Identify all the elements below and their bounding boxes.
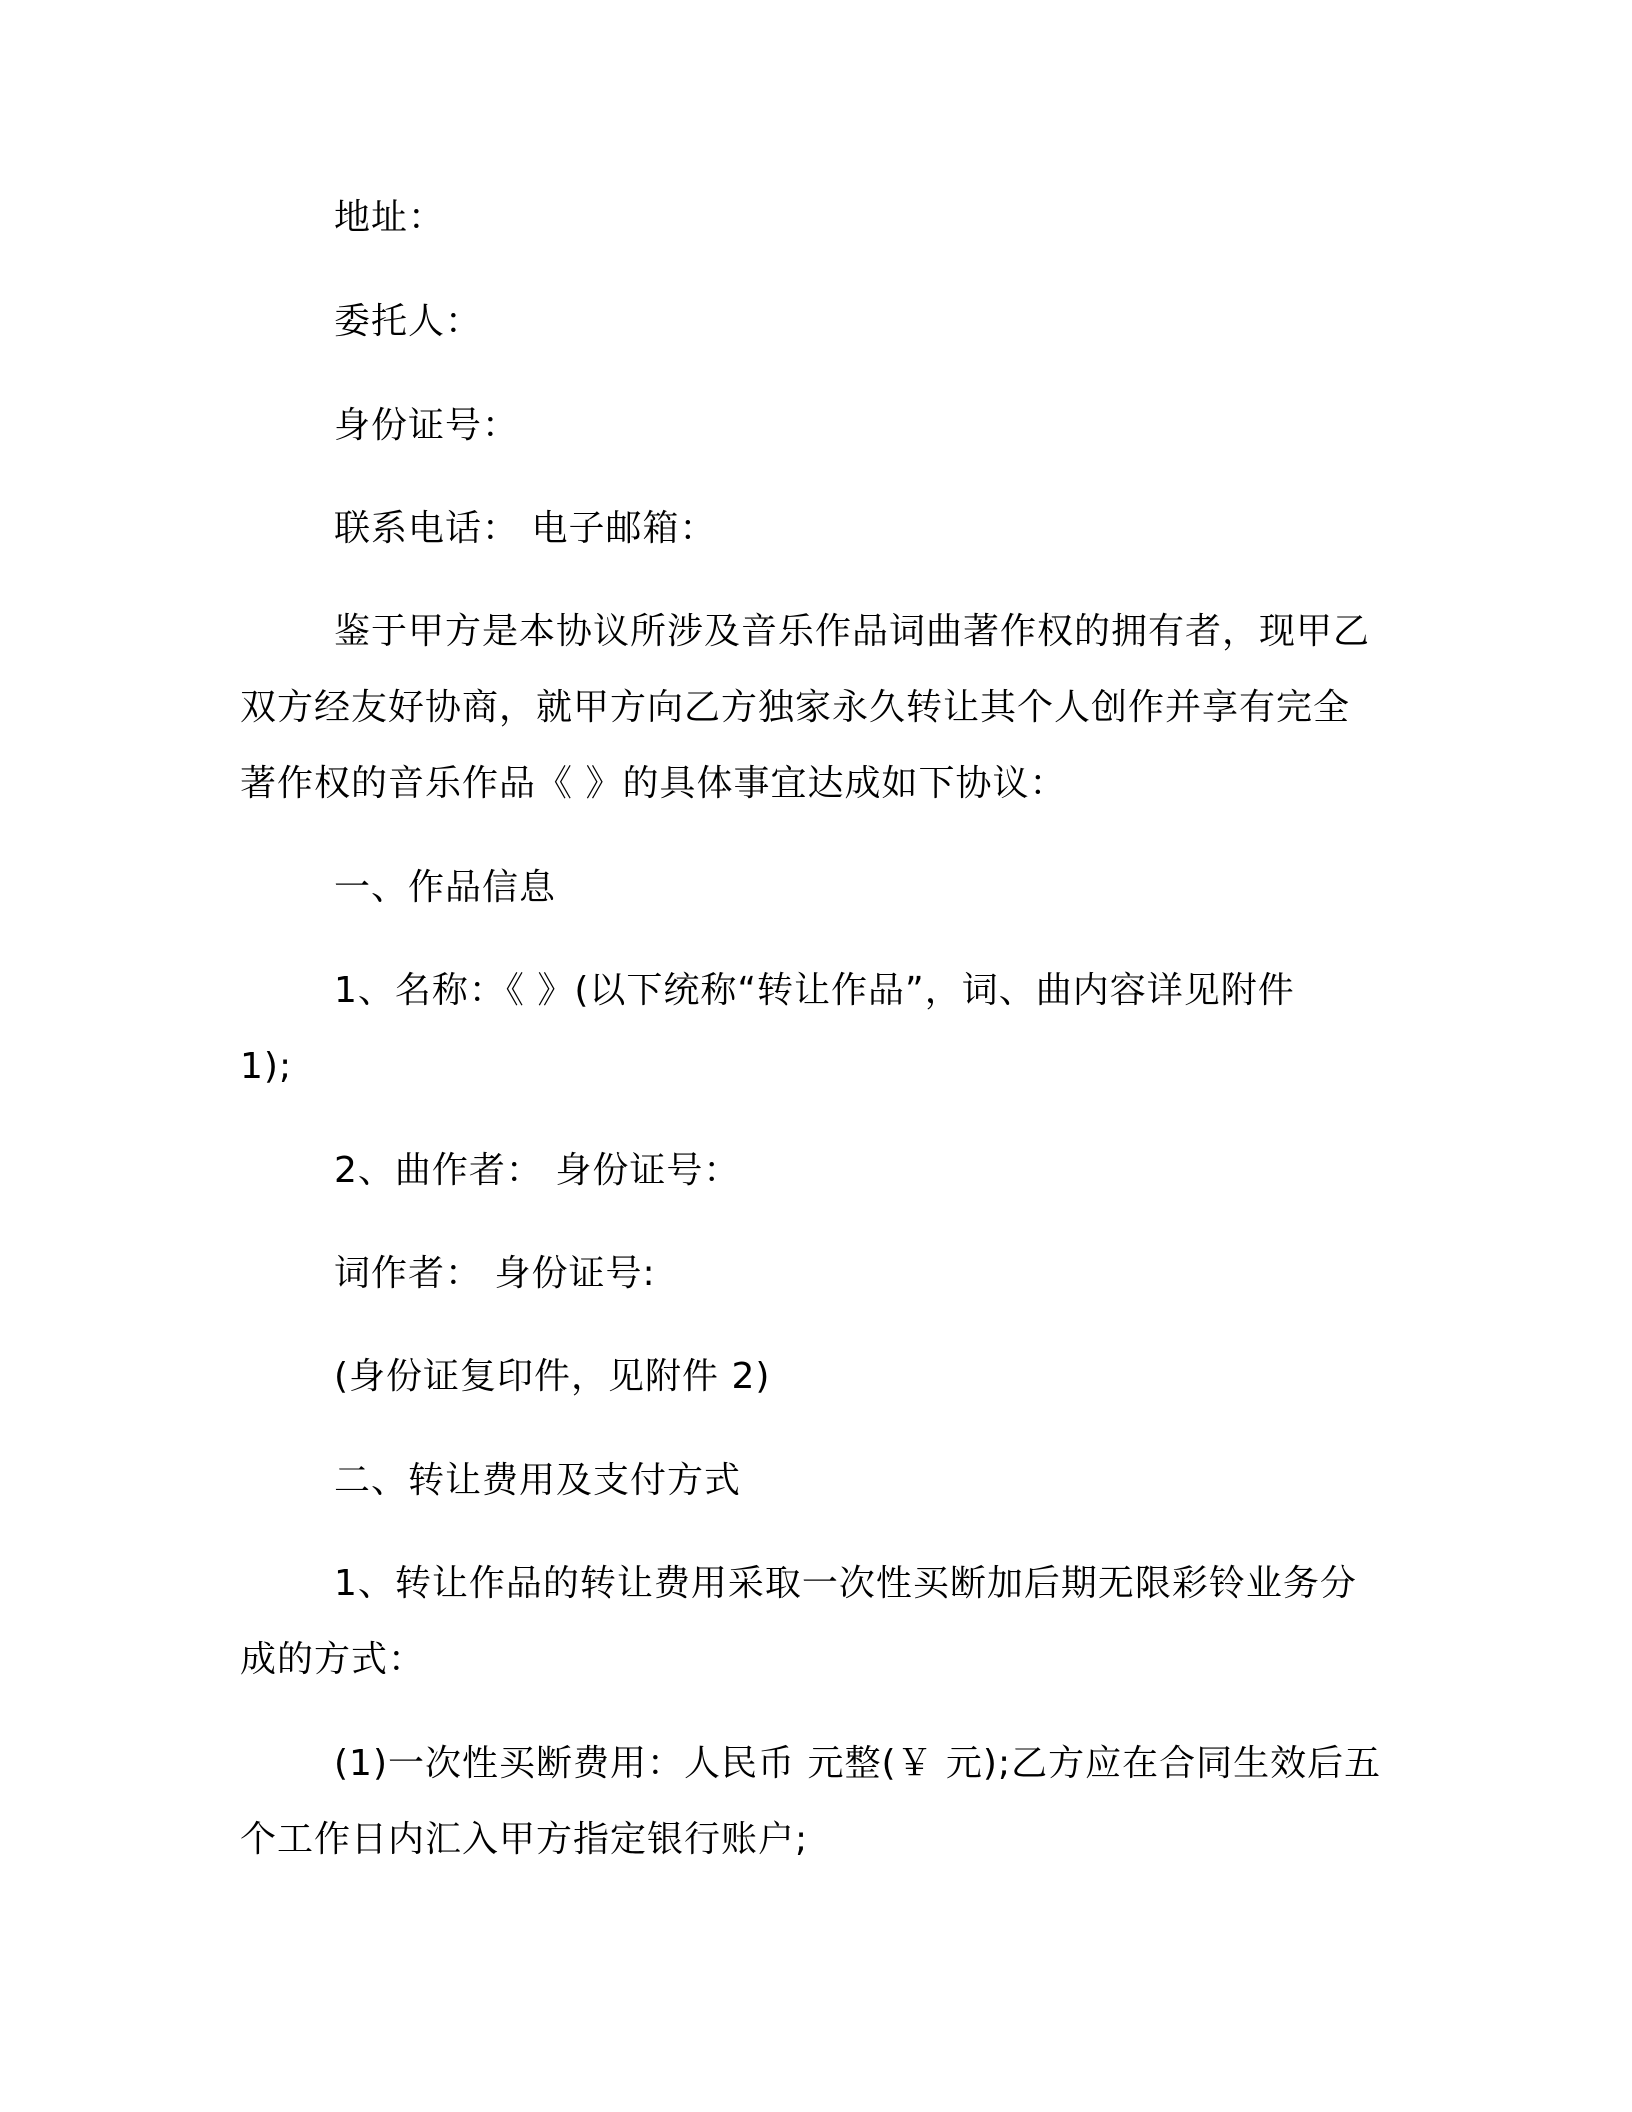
clause-1-1-line-2: 1); bbox=[240, 1046, 293, 1087]
id-copy-note: (身份证复印件，见附件 2) bbox=[334, 1356, 771, 1397]
preamble-line-1: 鉴于甲方是本协议所涉及音乐作品词曲著作权的拥有者，现甲乙 bbox=[334, 611, 1371, 652]
clause-1-2-lyricist: 词作者： 身份证号: bbox=[334, 1253, 656, 1294]
clause-2-1-line-2: 成的方式： bbox=[240, 1639, 426, 1680]
clause-1-1-line-1: 1、名称：《 》(以下统称“转让作品”，词、曲内容详见附件 bbox=[334, 970, 1295, 1011]
principal-line: 委托人： bbox=[334, 301, 483, 342]
id-number-line: 身份证号： bbox=[334, 405, 520, 446]
preamble-line-3: 著作权的音乐作品《 》的具体事宜达成如下协议： bbox=[240, 763, 1067, 804]
contact-line: 联系电话： 电子邮箱： bbox=[334, 508, 717, 549]
preamble-line-2: 双方经友好协商，就甲方向乙方独家永久转让其个人创作并享有完全 bbox=[240, 687, 1351, 728]
clause-2-1-1-line-1: (1)一次性买断费用：人民币 元整(￥ 元);乙方应在合同生效后五 bbox=[334, 1743, 1382, 1784]
section-heading-2: 二、转让费用及支付方式 bbox=[334, 1460, 742, 1501]
clause-2-1-1-line-2: 个工作日内汇入甲方指定银行账户; bbox=[240, 1819, 809, 1860]
section-heading-1: 一、作品信息 bbox=[334, 867, 557, 908]
address-line: 地址： bbox=[334, 197, 446, 238]
clause-1-2-composer: 2、曲作者： 身份证号： bbox=[334, 1150, 741, 1191]
clause-2-1-line-1: 1、转让作品的转让费用采取一次性买断加后期无限彩铃业务分 bbox=[334, 1563, 1357, 1604]
